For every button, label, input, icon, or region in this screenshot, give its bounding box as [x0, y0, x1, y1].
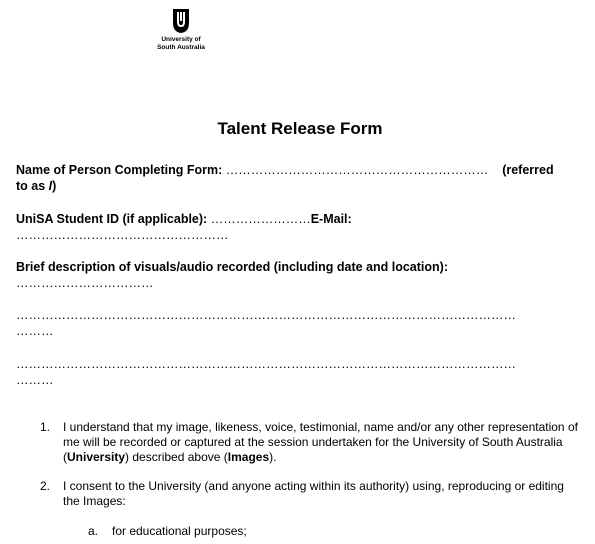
name-field[interactable]: ………………………………………………………: [225, 163, 489, 177]
referred-text-c: ): [52, 179, 57, 193]
brief-line-1: [16, 275, 154, 291]
brief-field-5[interactable]: ………: [16, 373, 54, 387]
email-field[interactable]: ……………………………………………: [16, 228, 229, 242]
brief-label-row: [16, 259, 448, 275]
name-field-row: [16, 162, 554, 178]
student-id-label: UniSA Student ID (if applicable):: [16, 212, 208, 226]
student-id-field[interactable]: ……………………: [210, 212, 311, 226]
logo-text: [148, 36, 214, 52]
name-label: Name of Person Completing Form:: [16, 163, 223, 177]
brief-field-1[interactable]: ……………………………: [16, 276, 154, 290]
clause-number: 1.: [40, 420, 51, 434]
referred-i: I: [48, 179, 53, 193]
subclause-text: for educational purposes;: [112, 524, 247, 538]
subclause-letter: a.: [88, 524, 99, 538]
university-logo: [148, 8, 214, 52]
brief-line-5: [16, 372, 54, 388]
referred-row: [16, 178, 56, 194]
unisa-logo-icon: [171, 8, 191, 34]
clause-text: I understand that my image, likeness, voice, testimonial, name and/or any other representation of me will be recorded or captured at the session undertaken for the University of South Australia (University) described above (Images).: [63, 420, 578, 464]
referred-text-b: to as: [16, 179, 49, 193]
brief-line-4: [16, 356, 516, 372]
referred-text: (referred: [502, 163, 554, 177]
logo-line-2: South Australia: [157, 44, 205, 51]
brief-line-2: [16, 307, 516, 323]
clause-number: 2.: [40, 479, 51, 493]
email-row: [16, 227, 229, 243]
brief-field-2[interactable]: …………………………………………………………………………………………………………: [16, 308, 516, 322]
clause-text: I consent to the University (and anyone acting within its authority) using, reproducing or editing the Images:: [63, 479, 564, 508]
email-label: E-Mail:: [310, 212, 352, 226]
page-title: Talent Release Form: [217, 119, 383, 138]
brief-label: Brief description of visuals/audio recorded (including date and location):: [16, 260, 448, 274]
student-id-row: [16, 211, 352, 227]
brief-field-4[interactable]: …………………………………………………………………………………………………………: [16, 357, 516, 371]
brief-line-3: [16, 323, 54, 339]
brief-field-3[interactable]: ………: [16, 324, 54, 338]
logo-line-1: University of: [161, 36, 201, 43]
